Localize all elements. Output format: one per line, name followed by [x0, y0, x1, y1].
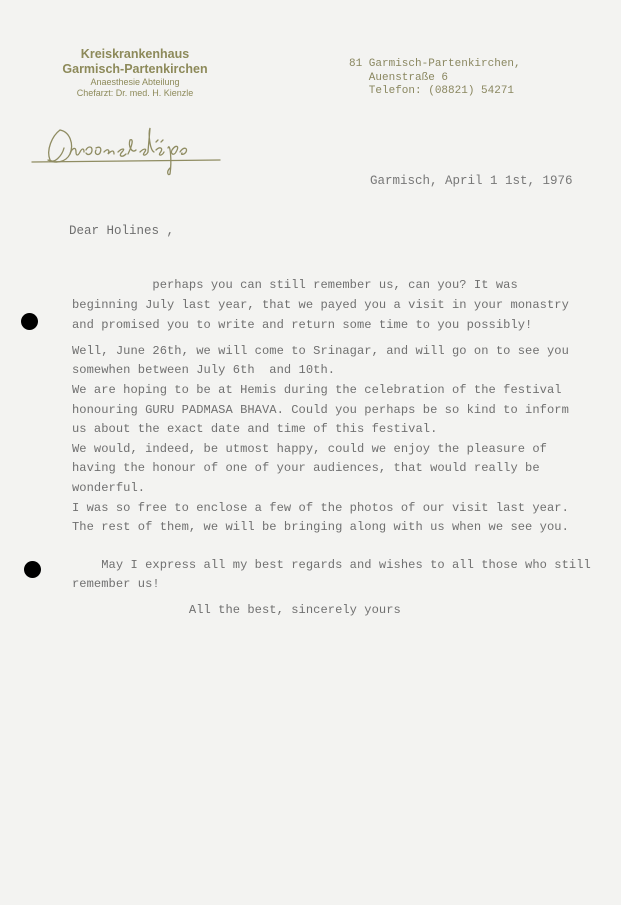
chief-physician: Chefarzt: Dr. med. H. Kienzle [76, 88, 194, 98]
salutation: Dear Holines , [69, 224, 175, 238]
body-line: Well, June 26th, we will come to Srinagar, and will go on to see you [72, 344, 569, 358]
body-line: having the honour of one of your audiences, that would really be [72, 461, 540, 475]
punch-hole [24, 561, 41, 578]
body-line: beginning July last year, that we payed you a visit in your monastry [72, 298, 569, 312]
durchschlaege-stamp [30, 120, 225, 178]
body-line: remember us! [72, 577, 160, 591]
closing-line: All the best, sincerely yours [72, 603, 401, 617]
letter-date: Garmisch, April 1 1st, 1976 [370, 174, 573, 188]
department: Anaesthesie Abteilung [90, 77, 180, 87]
body-line: and promised you to write and return some time to you possibly! [72, 318, 533, 332]
body-line: The rest of them, we will be bringing along with us when we see you. [72, 520, 569, 534]
body-line: May I express all my best regards and wishes to all those who still [72, 558, 591, 572]
body-line: We are hoping to be at Hemis during the celebration of the festival [72, 383, 562, 397]
phone-line: Telefon: (08821) 54271 [349, 85, 515, 97]
body-line: We would, indeed, be utmost happy, could we enjoy the pleasure of [72, 442, 547, 456]
body-line: wonderful. [72, 481, 146, 495]
address-line: 81 Garmisch-Partenkirchen, [349, 58, 521, 70]
letterhead-address [349, 58, 521, 99]
body-line: somewhen between July 6th and 10th. [72, 363, 336, 377]
hospital-city: Garmisch-Partenkirchen [62, 62, 208, 76]
body-line: honouring GURU PADMASA BHAVA. Could you perhaps be so kind to inform [72, 403, 569, 417]
body-line: I was so free to enclose a few of the photos of our visit last year. [72, 501, 569, 515]
address-line: Auenstraße 6 [349, 71, 449, 84]
punch-hole [21, 313, 38, 330]
body-line: perhaps you can still remember us, can you? It was [72, 278, 518, 292]
letterhead-organization [0, 47, 270, 99]
body-line: us about the exact date and time of this festival. [72, 422, 438, 436]
hospital-name: Kreiskrankenhaus [80, 47, 190, 61]
